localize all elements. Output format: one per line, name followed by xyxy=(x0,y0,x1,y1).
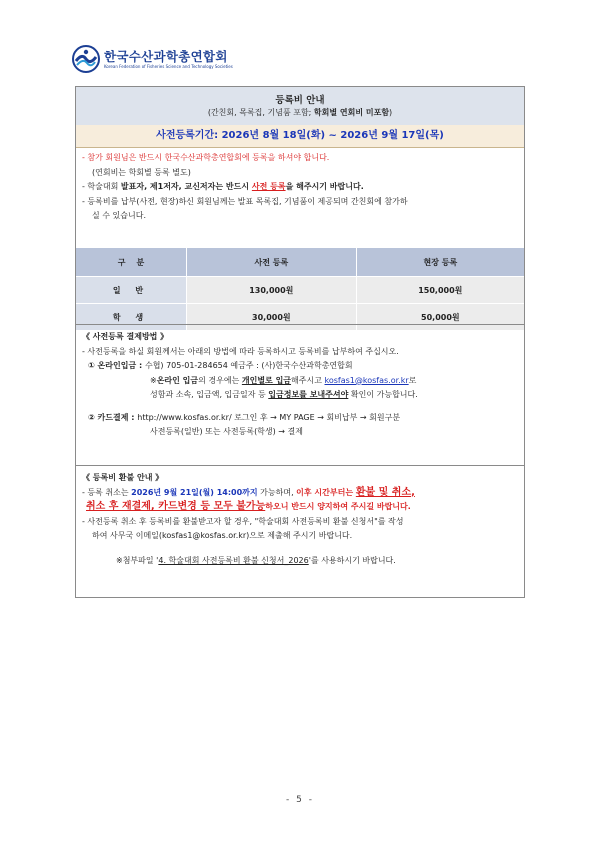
payment-heading: 《 사전등록 결제방법 》 xyxy=(82,332,169,341)
row-label-general: 일 반 xyxy=(76,277,187,304)
general-pre-fee: 130,000원 xyxy=(187,277,357,304)
table-row xyxy=(76,304,524,331)
registration-period-box xyxy=(76,125,524,148)
fee-header xyxy=(76,87,524,126)
logo-subtitle: Korean Federation of Fisheries Science and Technology Societies xyxy=(104,63,233,69)
page-number: - 5 - xyxy=(286,795,314,805)
header-pre-registration: 사전 등록 xyxy=(187,248,357,277)
method-online-note-2: 성함과 소속, 입금액, 입금일자 등 입금정보를 보내주셔야 확인이 가능합니다. xyxy=(150,390,418,399)
fee-title: 등록비 안내 xyxy=(275,95,325,106)
registration-info-box xyxy=(75,86,525,598)
refund-rule-2-cont: 하여 사무국 이메일(kosfas1@kosfas.or.kr)으로 제출해 주시기 바랍니다. xyxy=(92,531,353,540)
payment-intro: - 사전등록을 하실 회원께서는 아래의 방법에 따라 등록하시고 등록비를 납부하여 주십시오. xyxy=(82,346,399,356)
email-link[interactable]: kosfas1@kosfas.or.kr xyxy=(324,375,409,385)
header-onsite-registration: 현장 등록 xyxy=(356,248,524,277)
note-3-cont: 실 수 있습니다. xyxy=(92,211,146,220)
student-pre-fee: 30,000원 xyxy=(187,304,357,331)
refund-section xyxy=(76,471,524,568)
refund-heading: 《 등록비 환불 안내 》 xyxy=(82,473,164,482)
attachment-note: ※첨부파일 '4. 학술대회 사전등록비 환불 신청서_2026'를 사용하시기 바랍니다. xyxy=(116,555,396,565)
method-card: ② 카드결제 : http://www.kosfas.or.kr/ 로그인 후 → MY PAGE → 회비납부 → 회원구분 xyxy=(88,412,401,422)
divider xyxy=(76,465,524,466)
registration-period: 사전등록기간: 2026년 8월 18일(화) ~ 2026년 9월 17일(목) xyxy=(156,130,444,141)
organization-logo xyxy=(72,44,233,74)
row-label-student: 학 생 xyxy=(76,304,187,331)
student-onsite-fee: 50,000원 xyxy=(356,304,524,331)
divider xyxy=(76,324,524,325)
method-card-cont: 사전등록(일반) 또는 사전등록(학생) → 결제 xyxy=(150,427,304,436)
method-online: ① 온라인입금 : 수협) 705-01-284654 예금주 : (사)한국수산과학총연합회 xyxy=(88,361,353,370)
refund-rule-1: - 등록 취소는 2026년 9월 21일(월) 14:00까지 가능하며, 이후 시간부터는 환불 및 취소, xyxy=(82,486,415,498)
note-1: - 참가 회원님은 반드시 한국수산과학총연합회에 등록을 하셔야 합니다. xyxy=(82,153,330,162)
method-online-note: ※온라인 입금의 경우에는 개인별로 입금해주시고 kosfas1@kosfas.or.kr로 xyxy=(150,375,417,385)
note-2: - 학술대회 발표자, 제1저자, 교신저자는 반드시 사전 등록을 해주시기 바랍니다. xyxy=(82,182,364,191)
fee-table-header xyxy=(76,248,524,277)
attachment-file[interactable]: 4. 학술대회 사전등록비 환불 신청서_2026 xyxy=(158,555,309,565)
table-row xyxy=(76,277,524,304)
refund-rule-2: - 사전등록 취소 후 등록비를 환불받고자 할 경우, "학술대회 사전등록비 환불 신청서"를 작성 xyxy=(82,516,404,526)
kofsts-emblem-icon xyxy=(72,45,100,73)
logo-title: 한국수산과학총연합회 xyxy=(104,48,228,64)
refund-rule-1-cont: 취소 후 재결제, 카드변경 등 모두 불가능하오니 반드시 양지하여 주시길 바랍니다. xyxy=(86,501,411,512)
fee-table xyxy=(76,247,524,330)
general-onsite-fee: 150,000원 xyxy=(356,277,524,304)
payment-section xyxy=(76,330,524,440)
note-3: - 등록비를 납부(사전, 현장)하신 회원님께는 발표 목록집, 기념품이 제공되며 간친회에 참가하 xyxy=(82,196,408,206)
fee-subtitle: (간친회, 목록집, 기념품 포함; 학회별 연회비 미포함) xyxy=(207,108,393,117)
note-1-sub: (연회비는 학회별 등록 별도) xyxy=(92,167,191,177)
registration-notes xyxy=(82,151,520,224)
header-category: 구 분 xyxy=(76,248,187,277)
